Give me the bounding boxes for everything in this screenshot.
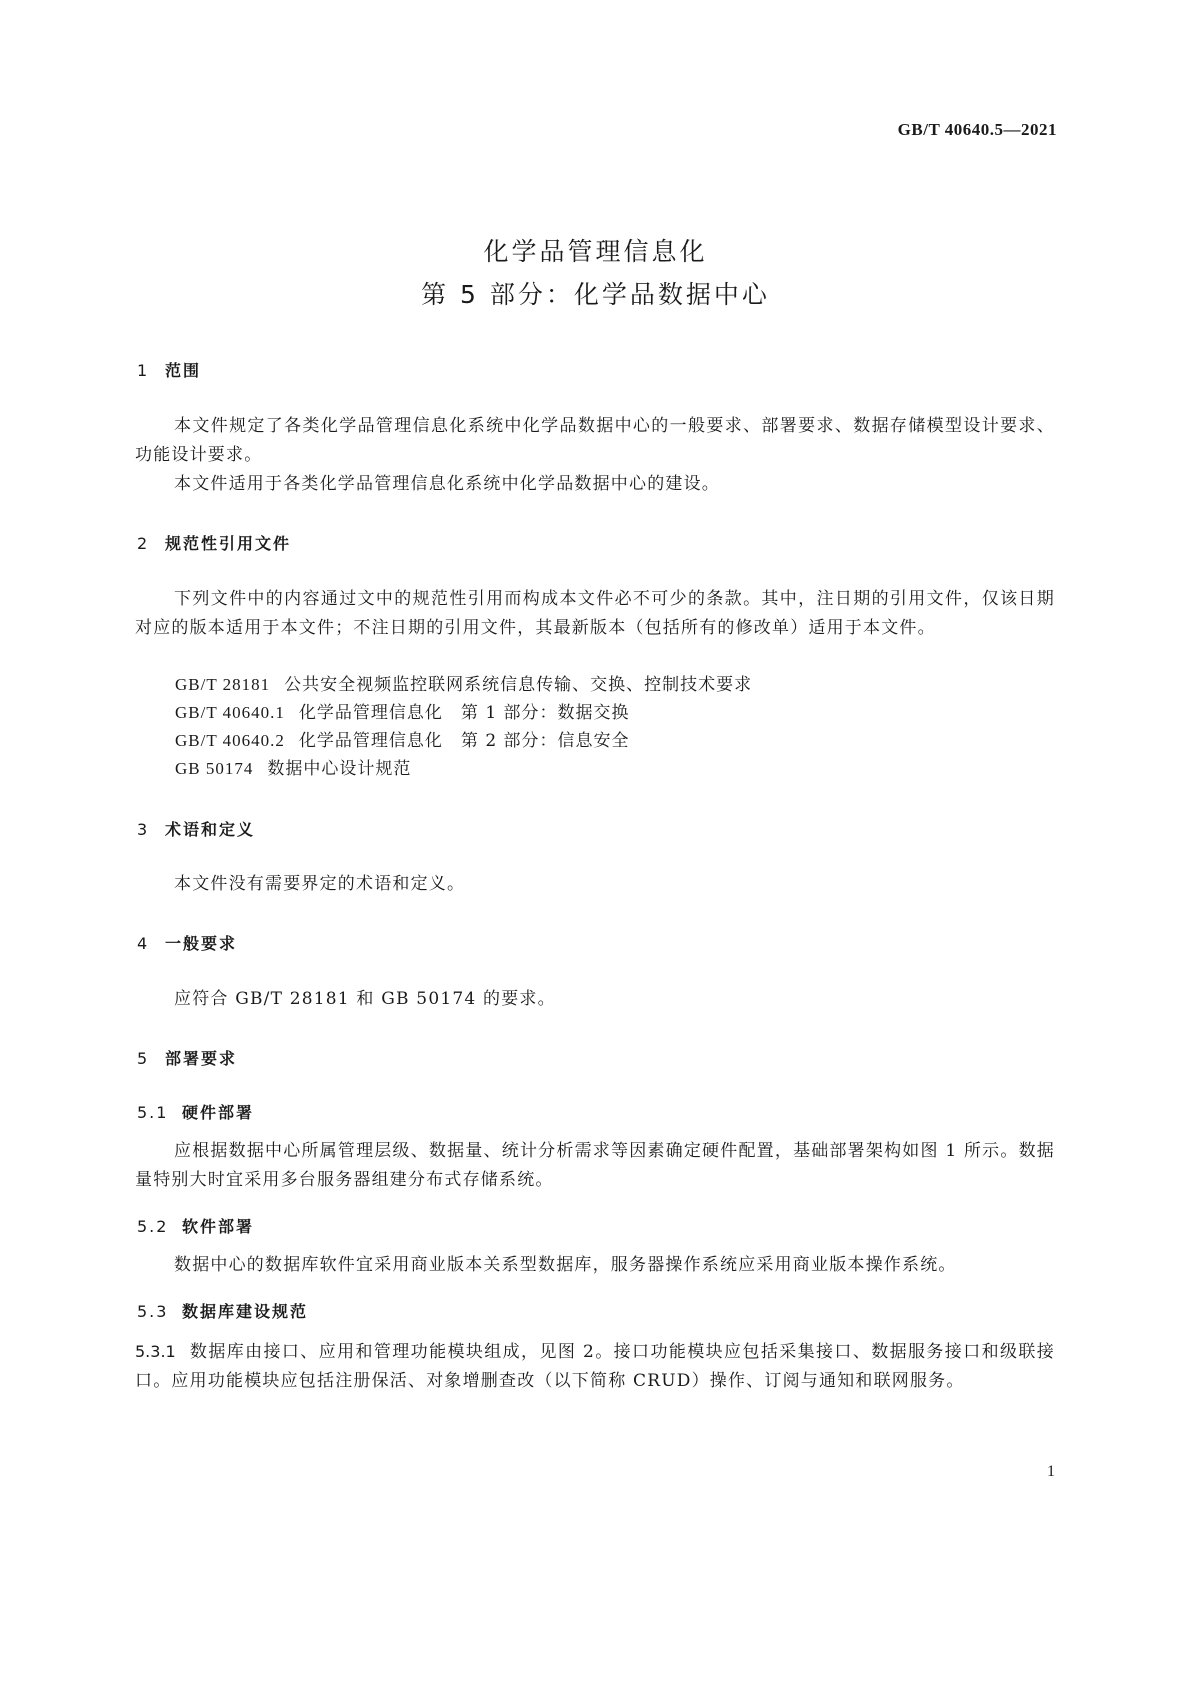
section-number: 5 <box>137 1049 150 1068</box>
subsection-heading-hardware <box>137 1100 254 1123</box>
section-number: 4 <box>137 934 150 953</box>
section-title: 规范性引用文件 <box>165 534 292 553</box>
section-heading-scope <box>137 358 201 381</box>
reference-code: GB 50174 <box>175 759 254 778</box>
paragraph: 本文件规定了各类化学品管理信息化系统中化学品数据中心的一般要求、部署要求、数据存储模型设计要求、功能设计要求。 <box>135 416 1055 465</box>
section-title: 一般要求 <box>165 934 238 953</box>
reference-item <box>175 670 752 700</box>
reference-title: 数据中心设计规范 <box>267 759 412 779</box>
subsection-title: 硬件部署 <box>182 1103 255 1122</box>
section-heading-normative-references <box>137 531 291 554</box>
reference-code: GB/T 40640.2 <box>175 731 285 750</box>
page-number: 1 <box>1047 1463 1055 1480</box>
subsection-title: 软件部署 <box>182 1217 255 1236</box>
reference-title: 化学品管理信息化 第 1 部分：数据交换 <box>298 703 630 723</box>
section-number: 2 <box>137 534 150 553</box>
paragraph: 应符合 GB/T 28181 和 GB 50174 的要求。 <box>174 989 556 1009</box>
reference-code: GB/T 28181 <box>175 675 271 694</box>
section-title: 范围 <box>165 361 202 380</box>
document-subtitle: 第 5 部分：化学品数据中心 <box>421 280 770 309</box>
subsection-title: 数据库建设规范 <box>182 1302 309 1321</box>
section-heading-deployment <box>137 1046 237 1069</box>
subsection-number: 5.1 <box>137 1103 169 1122</box>
subsection-heading-software <box>137 1214 254 1237</box>
document-title: 化学品管理信息化 <box>483 237 708 266</box>
paragraph: 下列文件中的内容通过文中的规范性引用而构成本文件必不可少的条款。其中，注日期的引用文件，仅该日期对应的版本适用于本文件；不注日期的引用文件，其最新版本（包括所有的修改单）适用于本文件。 <box>135 589 1055 638</box>
paragraph: 本文件没有需要界定的术语和定义。 <box>174 874 466 894</box>
section-title: 术语和定义 <box>165 820 256 839</box>
reference-code: GB/T 40640.1 <box>175 703 285 722</box>
clause-paragraph <box>135 1337 1055 1396</box>
reference-title: 公共安全视频监控联网系统信息传输、交换、控制技术要求 <box>284 675 753 695</box>
section-number: 3 <box>137 820 150 839</box>
clause-number: 5.3.1 <box>135 1342 176 1361</box>
reference-item <box>175 698 630 728</box>
section-heading-terms <box>137 817 255 840</box>
clause-text: 数据库由接口、应用和管理功能模块组成，见图 2。接口功能模块应包括采集接口、数据服务接口和级联接口。应用功能模块应包括注册保活、对象增删查改（以下简称 CRUD）操作、订阅与通知和联网服务。 <box>135 1342 1055 1391</box>
paragraph: 应根据数据中心所属管理层级、数据量、统计分析需求等因素确定硬件配置，基础部署架构如图 1 所示。数据量特别大时宜采用多台服务器组建分布式存储系统。 <box>135 1141 1055 1190</box>
reference-item <box>175 726 630 756</box>
reference-item <box>175 754 411 784</box>
section-heading-general-requirements <box>137 931 237 954</box>
paragraph: 数据中心的数据库软件宜采用商业版本关系型数据库，服务器操作系统应采用商业版本操作系统。 <box>174 1255 957 1275</box>
subsection-number: 5.2 <box>137 1217 169 1236</box>
paragraph: 本文件适用于各类化学品管理信息化系统中化学品数据中心的建设。 <box>174 474 720 494</box>
subsection-number: 5.3 <box>137 1302 169 1321</box>
section-title: 部署要求 <box>165 1049 238 1068</box>
standard-code: GB/T 40640.5—2021 <box>897 120 1057 139</box>
subsection-heading-database-spec <box>137 1299 308 1322</box>
reference-title: 化学品管理信息化 第 2 部分：信息安全 <box>298 731 630 751</box>
section-number: 1 <box>137 361 150 380</box>
